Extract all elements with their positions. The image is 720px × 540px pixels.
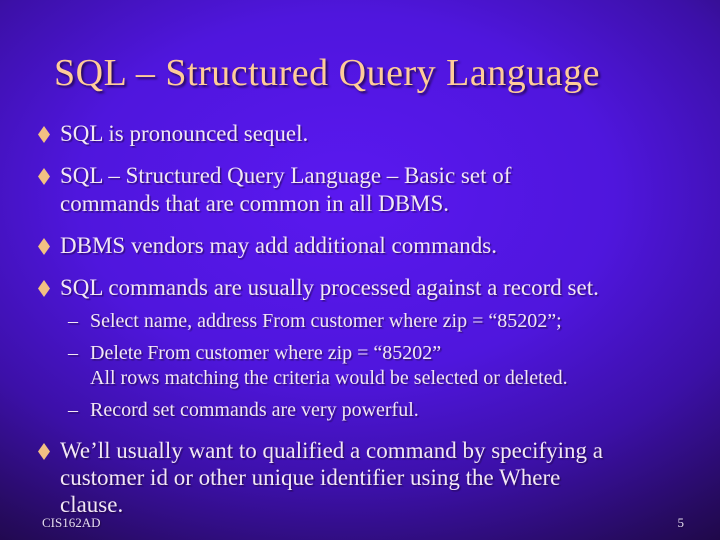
footer-course-label: CIS162AD bbox=[42, 515, 101, 530]
bullet-text: DBMS vendors may add additional commands. bbox=[60, 233, 497, 258]
sub-bullet-item bbox=[68, 309, 714, 334]
sub-bullet-item bbox=[68, 341, 714, 391]
slide-page-number: 5 bbox=[677, 515, 684, 530]
bullet-text: SQL commands are usually processed against a record set. bbox=[60, 275, 599, 300]
diamond-bullet-icon bbox=[38, 238, 50, 255]
dash-bullet-icon: – bbox=[68, 310, 78, 332]
bullet-text: Delete From customer where zip = “85202” All rows matching the criteria would be selected or deleted. bbox=[90, 342, 568, 389]
slide-footer bbox=[42, 515, 684, 531]
bullet-text: Record set commands are very powerful. bbox=[90, 399, 419, 421]
bullet-text: SQL – Structured Query Language – Basic set of commands that are common in all DBMS. bbox=[60, 163, 512, 216]
diamond-bullet-icon bbox=[38, 168, 50, 185]
diamond-bullet-icon bbox=[38, 126, 50, 143]
diamond-bullet-icon bbox=[38, 280, 50, 297]
bullet-text: We’ll usually want to qualified a command by specifying a customer id or other unique identifier using the Where clause. bbox=[60, 438, 603, 517]
sub-bullet-item bbox=[68, 398, 714, 423]
bullet-text: SQL is pronounced sequel. bbox=[60, 121, 309, 146]
bullet-item bbox=[38, 120, 714, 148]
bullet-list bbox=[38, 120, 714, 518]
bullet-text: Select name, address From customer where zip = “85202”; bbox=[90, 310, 562, 332]
slide-title: SQL – Structured Query Language bbox=[54, 52, 600, 94]
dash-bullet-icon: – bbox=[68, 399, 78, 421]
bullet-item bbox=[38, 232, 714, 260]
diamond-bullet-icon bbox=[38, 443, 50, 460]
dash-bullet-icon: – bbox=[68, 342, 78, 364]
bullet-item bbox=[38, 162, 714, 218]
bullet-item bbox=[38, 437, 714, 518]
bullet-item bbox=[38, 274, 714, 302]
